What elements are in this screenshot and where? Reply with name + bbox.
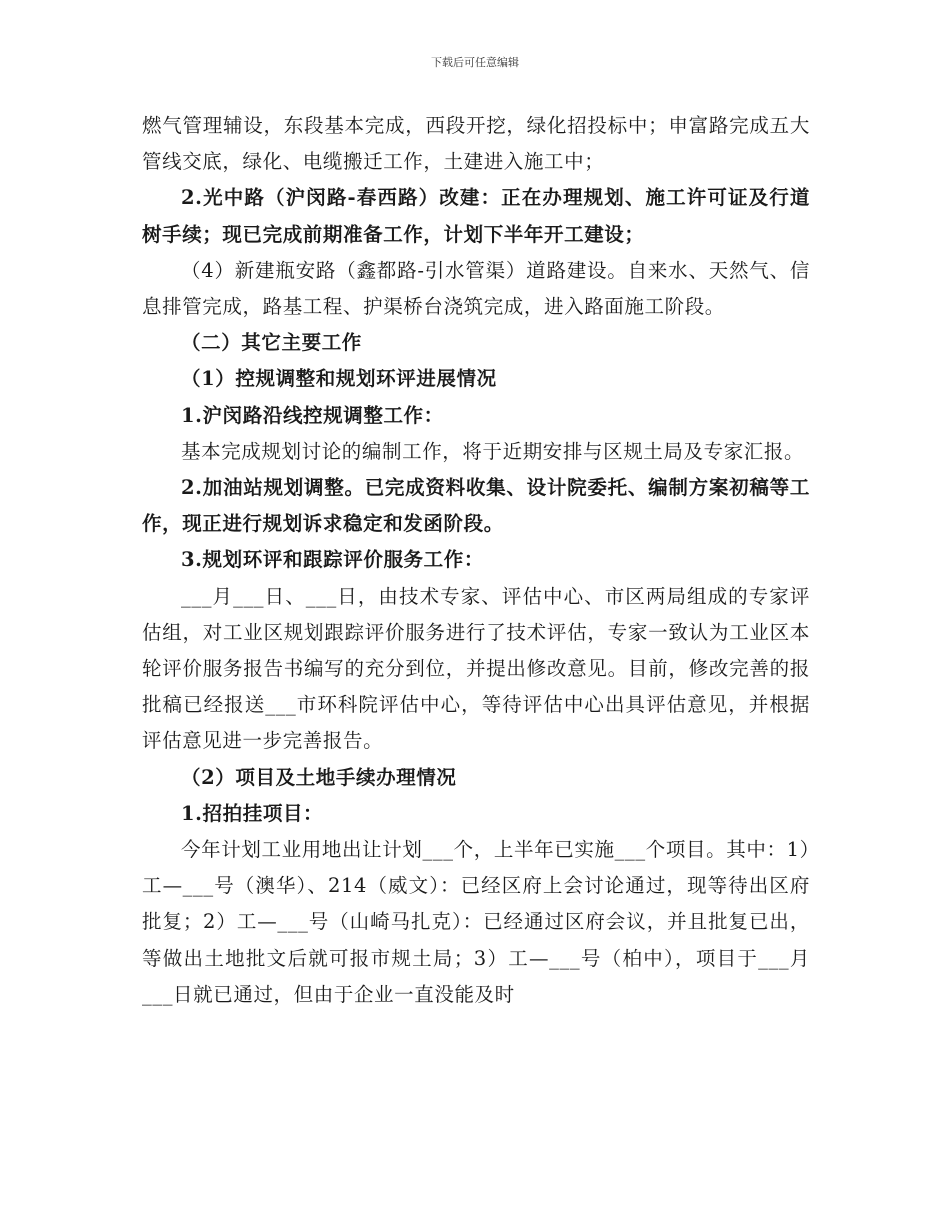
paragraph-gas-station: 2.加油站规划调整。已完成资料收集、设计院委托、编制方案初稿等工作，现正进行规划诉求稳定和发函阶段。 <box>142 476 810 536</box>
item-heading-env-assessment: 3.规划环评和跟踪评价服务工作： <box>181 548 484 572</box>
paragraph-3: （4）新建瓶安路（鑫都路-引水管渠）道路建设。自来水、天然气、信息排管完成，路基工程、护渠桥台浇筑完成，进入路面施工阶段。 <box>142 258 810 319</box>
item-heading-huminlu: 1.沪闵路沿线控规调整工作： <box>181 403 444 427</box>
section-heading-other-work: （二）其它主要工作 <box>181 331 362 355</box>
paragraph-env-assessment: ___月___日、___日，由技术专家、评估中心、市区两局组成的专家评估组，对工业区规划跟踪评价服务进行了技术评估，专家一致认为工业区本轮评价服务报告书编写的充分到位，并提出修改意见。目前，修改完善的报批稿已经报送___市环科院评估中心，等待评估中心出具评估意见，并根据评估意见进一步完善报告。 <box>142 584 810 753</box>
paragraph-1: 燃气管理辅设，东段基本完成，西段开挖，绿化招投标中；申富路完成五大管线交底，绿化、电缆搬迁工作，土建进入施工中； <box>142 114 810 174</box>
document-body <box>142 108 810 1013</box>
paragraph-huminlu: 基本完成规划讨论的编制工作，将于近期安排与区规土局及专家汇报。 <box>181 439 805 463</box>
item-heading-auction: 1.招拍挂项目： <box>181 801 324 825</box>
page-header: 下载后可任意编辑 <box>431 56 519 69</box>
subheading-land-procedures: （2）项目及土地手续办理情况 <box>181 765 457 789</box>
paragraph-auction: 今年计划工业用地出让计划___个，上半年已实施___个项目。其中：1）工—___号（澳华）、214（威文）：已经区府上会讨论通过，现等待出区府批复；2）工—___号（山崎马扎克）：已经通过区府会议，并且批复已出，等做出土地批文后就可报市规土局；3）工—___号（柏中），项目于___月___日就已通过，但由于企业一直没能及时 <box>142 838 810 1006</box>
subheading-planning-progress: （1）控规调整和规划环评进展情况 <box>181 367 497 391</box>
paragraph-2: 2.光中路（沪闵路-春西路）改建：正在办理规划、施工许可证及行道树手续；现已完成前期准备工作，计划下半年开工建设； <box>142 186 810 246</box>
